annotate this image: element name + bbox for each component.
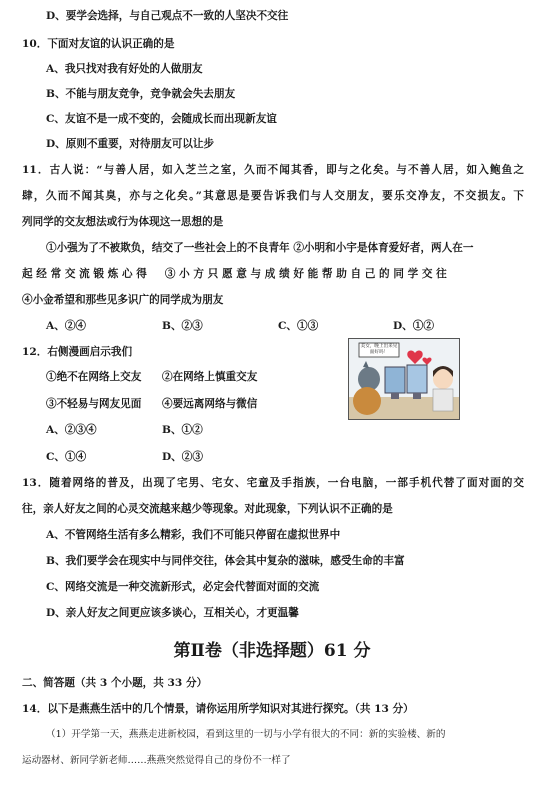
q13-option-c: C、网络交流是一种交流新形式，必定会代替面对面的交流: [46, 581, 320, 593]
part-2-heading: 二、简答题（共 3 个小题，共 33 分）: [22, 677, 208, 689]
q11-option-d: D、①②: [393, 320, 434, 332]
comic-illustration: [348, 338, 460, 420]
q14-stem: 14．以下是燕燕生活中的几个情景，请你运用所学知识对其进行探究。（共 13 分）: [22, 703, 414, 715]
q12-option-b: B、①②: [162, 424, 203, 436]
q12-option-d: D、②③: [162, 451, 203, 463]
q13-option-d: D、亲人好友之间更应该多谈心，互相关心，才更温馨: [46, 607, 299, 619]
q10-stem: 10．下面对友谊的认识正确的是: [22, 38, 175, 50]
q11-stem-line2: 肆，久而不闻其臭，亦与之化矣。”其意思是要告诉我们与人交朋友，要乐交净友，不交损友。下: [22, 190, 524, 202]
q14-scene1-line2: 运动器材、新同学新老师……燕燕突然觉得自己的身份不一样了: [22, 755, 291, 766]
q11-option-c: C、①③: [278, 320, 319, 332]
q11-option-b: B、②③: [162, 320, 203, 332]
q12-item-3: ③不轻易与网友见面: [46, 398, 142, 410]
q12-item-1: ①绝不在网络上交友: [46, 371, 142, 383]
q11-items-line3: ④小金希望和那些见多识广的同学成为朋友: [22, 294, 224, 306]
q12-stem: 12．右侧漫画启示我们: [22, 346, 133, 358]
q10-option-b: B、不能与朋友竞争，竞争就会失去朋友: [46, 88, 236, 100]
section-2-title: 第Ⅱ卷（非选择题）61 分: [173, 641, 371, 661]
q10-option-c: C、友谊不是一成不变的，会随成长而出现新友谊: [46, 113, 277, 125]
q12-option-c: C、①④: [46, 451, 87, 463]
q11-items-line2: 起 经 常 交 流 锻 炼 心 得 ③ 小 方 只 愿 意 与 成 绩 好 能 帮 助 自 己 的 同 学 交 往: [22, 268, 447, 280]
q14-scene1-line1: （1）开学第一天，燕燕走进新校园，看到这里的一切与小学有很大的不同：新的实验楼、新的: [46, 729, 446, 740]
q11-option-a: A、②④: [46, 320, 87, 332]
q11-stem-line3: 列同学的交友想法或行为体现这一思想的是: [22, 216, 224, 228]
q12-option-a: A、②③④: [46, 424, 97, 436]
q11-stem-line1: 11．古人说：“与善人居，如入芝兰之室，久而不闻其香，即与之化矣。与不善人居，如入鲍鱼之: [22, 164, 524, 176]
q13-option-a: A、不管网络生活有多么精彩，我们不可能只停留在虚拟世界中: [46, 529, 341, 541]
q10-option-a: A、我只找对我有好处的人做朋友: [46, 63, 203, 75]
q12-item-2: ②在网络上慎重交友: [162, 371, 258, 383]
q11-items-line1: ①小强为了不被欺负，结交了一些社会上的不良青年 ②小明和小宇是体育爱好者，两人在一: [46, 242, 474, 254]
comic-caption: 美女，晚上出来见面好吗！: [360, 344, 398, 355]
q12-item-4: ④要远离网络与微信: [162, 398, 258, 410]
q10-option-d: D、原则不重要，对待朋友可以让步: [46, 138, 215, 150]
q13-stem-line1: 13．随着网络的普及，出现了宅男、宅女、宅童及手指族，一台电脑，一部手机代替了面对面的交: [22, 477, 524, 489]
q13-option-b: B、我们要学会在现实中与同伴交往，体会其中复杂的滋味，感受生命的丰富: [46, 555, 405, 567]
q13-stem-line2: 往，亲人好友之间的心灵交流越来越少等现象。对此现象，下列认识不正确的是: [22, 503, 393, 515]
q9-option-d: D、要学会选择，与自己观点不一致的人坚决不交往: [46, 10, 289, 22]
